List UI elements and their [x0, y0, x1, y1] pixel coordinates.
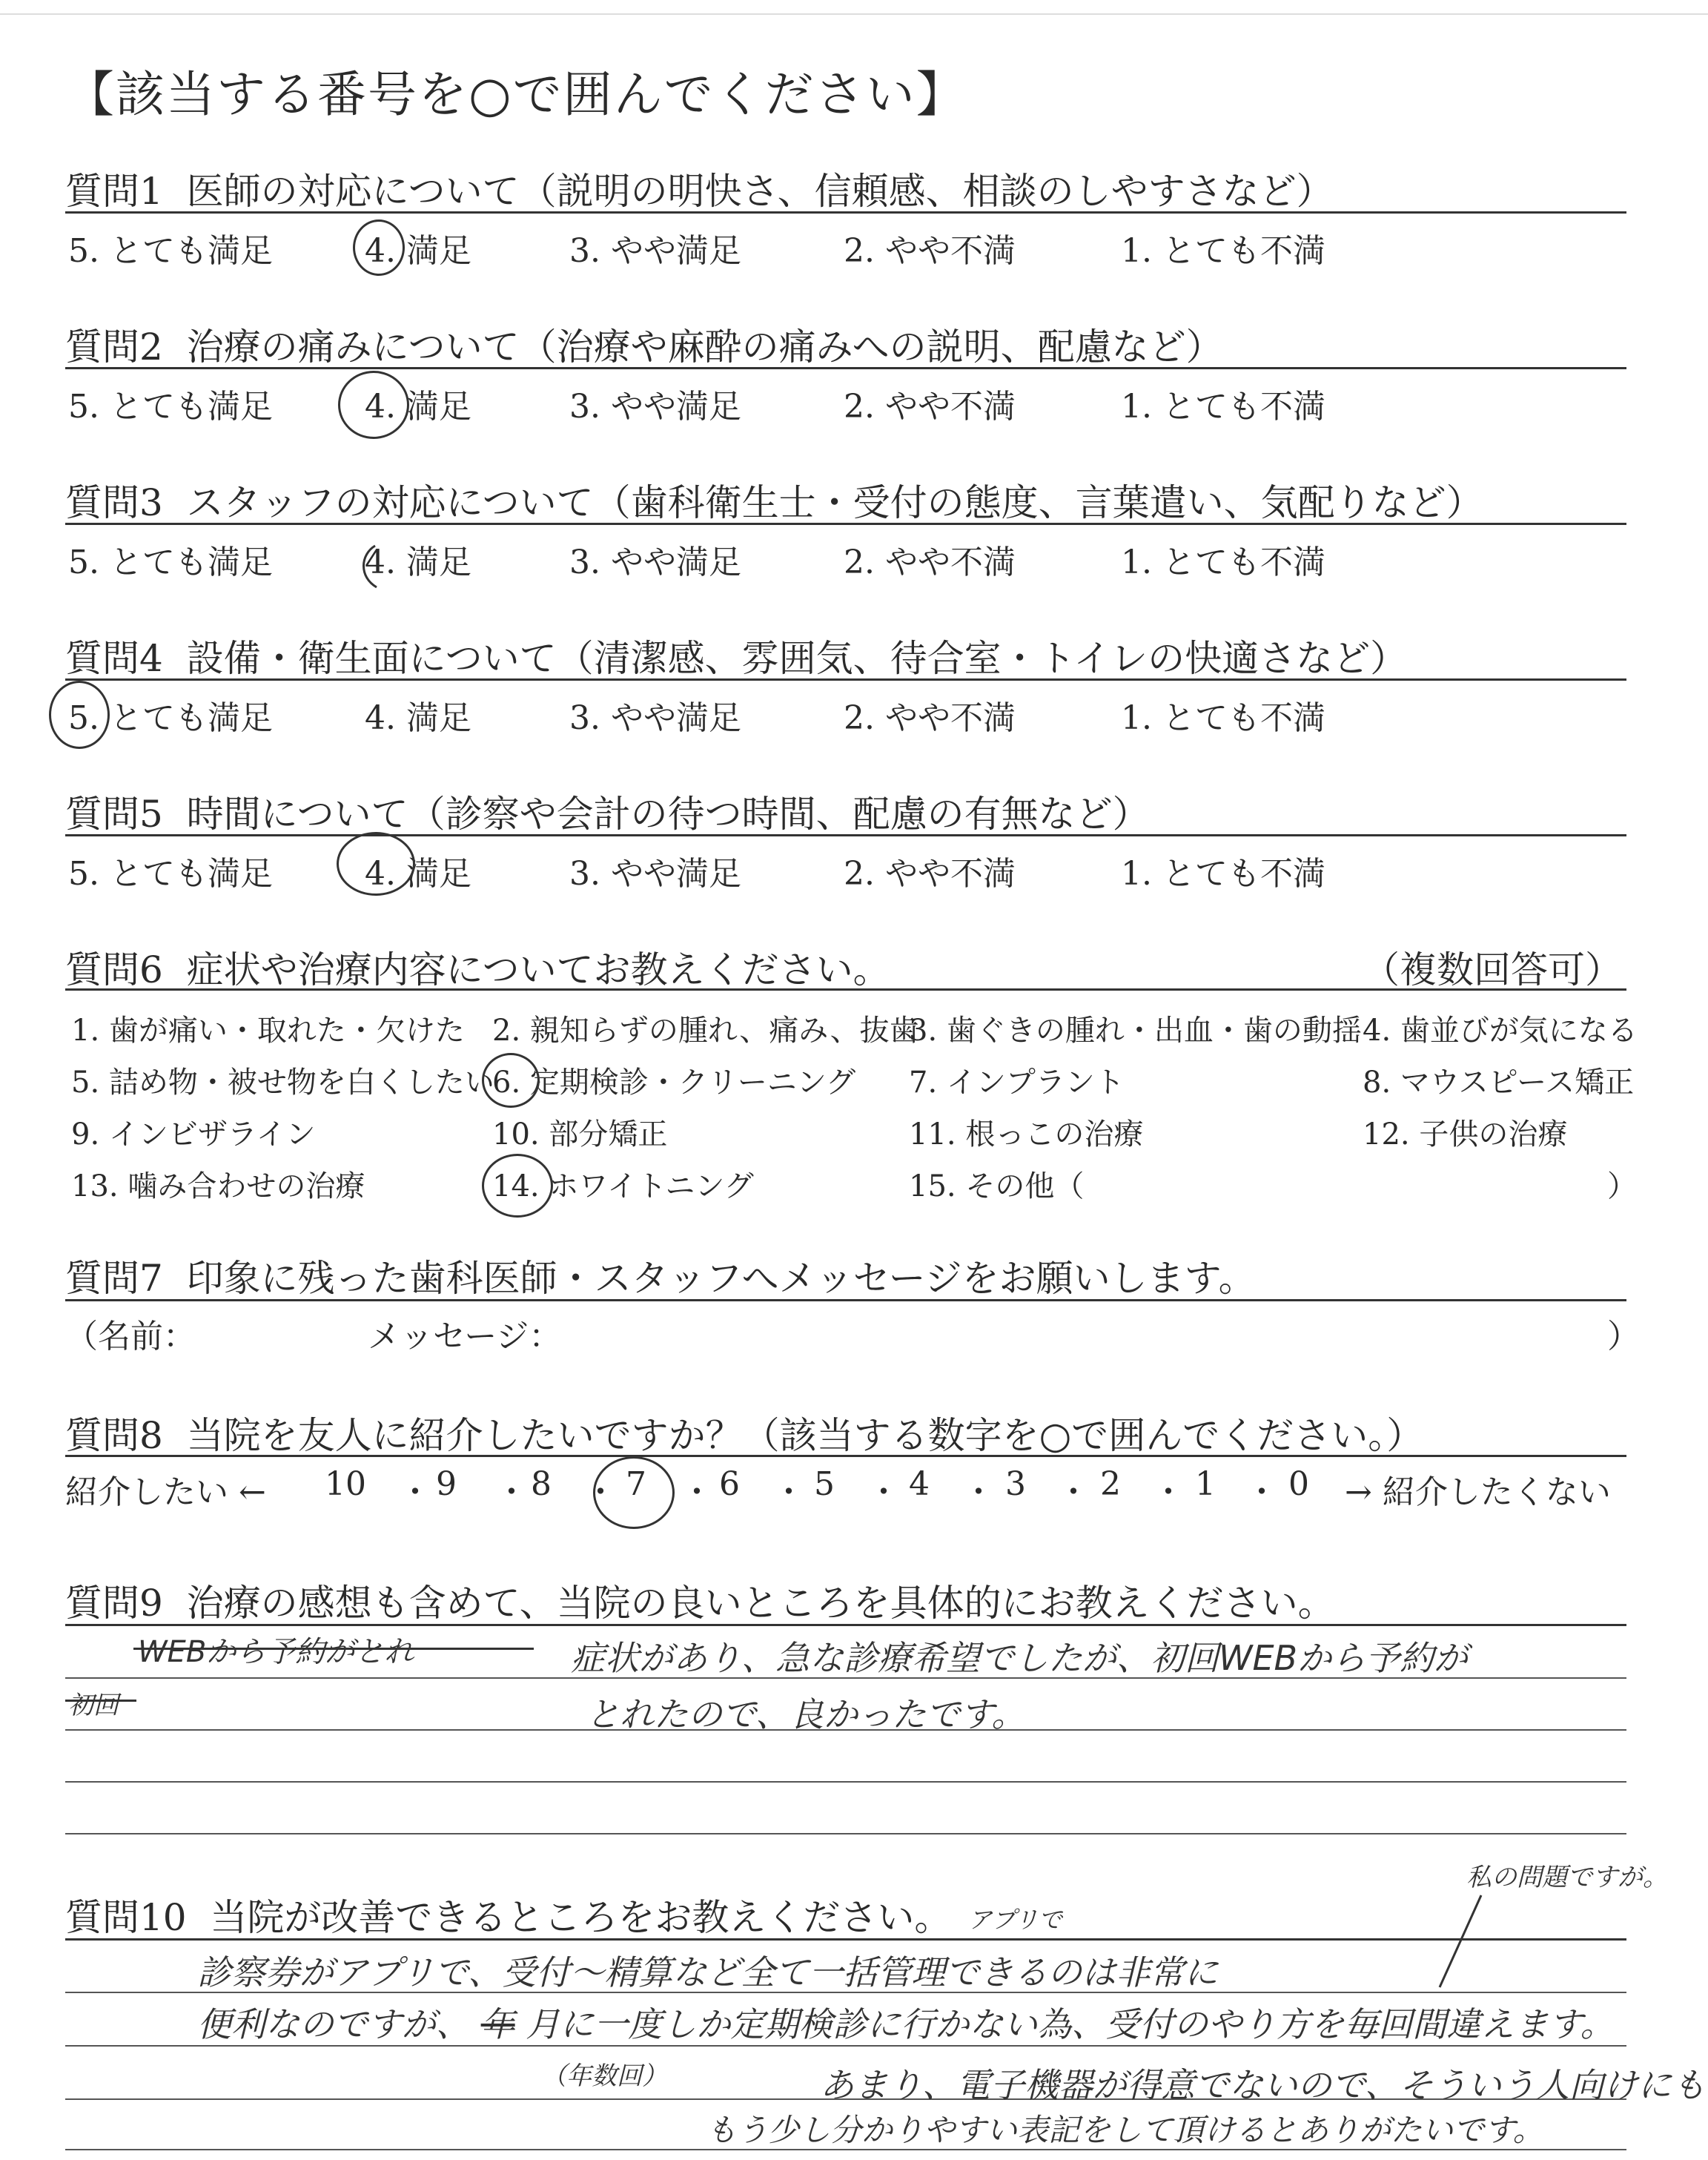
q6-option-8[interactable]: 8. マウスピース矯正 — [1363, 1066, 1635, 1100]
q5-opt2[interactable]: 2. やや不満 — [844, 855, 1016, 893]
q6-option-3[interactable]: 3. 歯ぐきの腫れ・出血・歯の動揺 — [909, 1014, 1362, 1048]
q8-left-label: 紹介したい ← — [65, 1473, 266, 1511]
q10-side-note: 私の問題ですが。 — [1466, 1863, 1668, 1892]
q8-n-6[interactable]: 6 — [719, 1465, 740, 1503]
q6-option-9[interactable]: 9. インビザライン — [71, 1117, 316, 1152]
q9-text: 治療の感想も含めて、当院の良いところを具体的にお教えください。 — [186, 1582, 1335, 1625]
q2-opt2[interactable]: 2. やや不満 — [844, 388, 1016, 426]
q8-text: 当院を友人に紹介したいですか？（該当する数字を○で囲んでください。） — [186, 1414, 1424, 1457]
q6-option-13[interactable]: 13. 噛み合わせの治療 — [71, 1169, 365, 1203]
q2-opt5[interactable]: 5. とても満足 — [68, 388, 273, 426]
q2-opt3[interactable]: 3. やや満足 — [569, 388, 741, 426]
q8-sep: ・ — [867, 1473, 900, 1511]
q10-insert-above: アプリで — [968, 1906, 1062, 1934]
q9-struck-text: WEBから予約がとれ — [138, 1635, 414, 1669]
q5-opt1[interactable]: 1. とても不満 — [1121, 855, 1325, 893]
q3-opt4[interactable]: 4. 満足 — [365, 544, 471, 581]
q7-message-label: メッセージ： — [368, 1318, 562, 1355]
q2-text: 治療の痛みについて（治療や麻酔の痛みへの説明、配慮など） — [186, 326, 1223, 369]
q1-opt4[interactable]: 4. 満足 — [365, 232, 471, 270]
q9-answer-line-2: とれたので、良かったです。 — [586, 1694, 1026, 1734]
q7-label: 質問7 — [65, 1257, 163, 1300]
q6-option-7[interactable]: 7. インプラント — [909, 1066, 1125, 1100]
q6-option-12[interactable]: 12. 子供の治療 — [1363, 1117, 1568, 1152]
q8-n-2[interactable]: 2 — [1100, 1465, 1121, 1503]
q8-n-7[interactable]: 7 — [626, 1465, 646, 1503]
q8-n-8[interactable]: 8 — [531, 1465, 552, 1503]
q1-text: 医師の対応について（説明の明快さ、信頼感、相談のしやすさなど） — [186, 170, 1334, 213]
q6-option-1[interactable]: 1. 歯が痛い・取れた・欠けた — [71, 1014, 465, 1048]
q10-label: 質問10 — [65, 1896, 187, 1939]
q6-option-14[interactable]: 14. ホワイトニング — [492, 1169, 754, 1203]
q8-sep: ・ — [1245, 1473, 1278, 1511]
q8-n-1[interactable]: 1 — [1195, 1465, 1216, 1503]
q9-answer-line-1: 症状があり、急な診療希望でしたが、初回WEBから予約が — [571, 1638, 1469, 1678]
q8-sep: ・ — [584, 1473, 617, 1511]
q7-name-label: （名前： — [65, 1318, 196, 1355]
q5-opt3[interactable]: 3. やや満足 — [569, 855, 741, 893]
q6-text: 症状や治療内容についてお教えください。 — [186, 948, 890, 991]
q6-option-15-close: ） — [1607, 1169, 1637, 1203]
q6-option-10[interactable]: 10. 部分矯正 — [492, 1117, 668, 1152]
q8-sep: ・ — [399, 1473, 431, 1511]
q3-opt5[interactable]: 5. とても満足 — [68, 544, 273, 581]
q8-sep: ・ — [1057, 1473, 1090, 1511]
q3-opt2[interactable]: 2. やや不満 — [844, 544, 1016, 581]
q4-text: 設備・衛生面について（清潔感、雰囲気、待合室・トイレの快適さなど） — [186, 637, 1408, 680]
q8-n-5[interactable]: 5 — [814, 1465, 835, 1503]
q7-close: ） — [1607, 1318, 1640, 1355]
q6-option-15[interactable]: 15. その他（ — [909, 1169, 1085, 1203]
q8-sep: ・ — [1152, 1473, 1185, 1511]
q10-answer-line-2b: 月に一度しか定期検診に行かない為、受付のやり方を毎回間違えます。 — [526, 2004, 1615, 2044]
q4-opt4[interactable]: 4. 満足 — [365, 699, 471, 737]
q8-n-4[interactable]: 4 — [909, 1465, 930, 1503]
q6-option-2[interactable]: 2. 親知らずの腫れ、痛み、抜歯 — [492, 1014, 919, 1048]
q9-label: 質問9 — [65, 1582, 163, 1625]
q7-text: 印象に残った歯科医師・スタッフへメッセージをお願いします。 — [186, 1257, 1256, 1300]
q3-text: スタッフの対応について（歯科衛生士・受付の態度、言葉遣い、気配りなど） — [186, 481, 1483, 524]
q4-opt2[interactable]: 2. やや不満 — [844, 699, 1016, 737]
q1-opt5[interactable]: 5. とても満足 — [68, 232, 273, 270]
q8-sep: ・ — [681, 1473, 713, 1511]
q10-answer-line-2a: 便利なのですが、 — [197, 2004, 470, 2044]
q10-paren-note: （年数回） — [541, 2061, 667, 2091]
q8-right-label: → 紹介したくない — [1345, 1473, 1611, 1511]
q6-option-11[interactable]: 11. 根っこの治療 — [909, 1117, 1144, 1152]
side-note-pointer — [1440, 1895, 1481, 1987]
q4-opt1[interactable]: 1. とても不満 — [1121, 699, 1325, 737]
q8-sep: ・ — [962, 1473, 995, 1511]
q6-label: 質問6 — [65, 948, 163, 991]
q4-opt5[interactable]: 5. とても満足 — [68, 699, 273, 737]
q10-text: 当院が改善できるところをお教えください。 — [210, 1896, 952, 1939]
q3-label: 質問3 — [65, 481, 163, 524]
q5-opt4[interactable]: 4. 満足 — [365, 855, 471, 893]
page-title: 【該当する番号を○で囲んでください】 — [65, 66, 967, 123]
q8-n-3[interactable]: 3 — [1005, 1465, 1026, 1503]
q10-answer-line-3: あまり、電子機器が得意でないので、そういう人向けにも — [820, 2065, 1707, 2105]
q1-label: 質問1 — [65, 170, 163, 213]
q4-opt3[interactable]: 3. やや満足 — [569, 699, 741, 737]
q8-n-0[interactable]: 0 — [1288, 1465, 1309, 1503]
q8-n-9[interactable]: 9 — [436, 1465, 457, 1503]
q8-n-10[interactable]: 10 — [325, 1465, 366, 1503]
q6-option-4[interactable]: 4. 歯並びが気になる — [1363, 1014, 1638, 1048]
q2-label: 質問2 — [65, 326, 163, 369]
q1-opt2[interactable]: 2. やや不満 — [844, 232, 1016, 270]
q3-opt1[interactable]: 1. とても不満 — [1121, 544, 1325, 581]
q1-opt1[interactable]: 1. とても不満 — [1121, 232, 1325, 270]
q8-label: 質問8 — [65, 1414, 163, 1457]
q3-answer-mark — [364, 546, 377, 587]
q5-label: 質問5 — [65, 793, 163, 836]
q2-opt4[interactable]: 4. 満足 — [365, 388, 471, 426]
q6-option-6[interactable]: 6. 定期検診・クリーニング — [492, 1066, 856, 1100]
q6-option-5[interactable]: 5. 詰め物・被せ物を白くしたい — [71, 1066, 494, 1100]
q5-text: 時間について（診察や会計の待つ時間、配慮の有無など） — [186, 793, 1150, 836]
q6-note: （複数回答可） — [1363, 948, 1622, 991]
q3-opt3[interactable]: 3. やや満足 — [569, 544, 741, 581]
q9-struck-word: 初回 — [68, 1691, 119, 1720]
q8-sep: ・ — [495, 1473, 528, 1511]
q5-opt5[interactable]: 5. とても満足 — [68, 855, 273, 893]
q10-answer-line-4: もう少し分かりやすい表記をして頂けるとありがたいです。 — [706, 2112, 1544, 2148]
q4-label: 質問4 — [65, 637, 163, 680]
q2-opt1[interactable]: 1. とても不満 — [1121, 388, 1325, 426]
q10-struck-char: 年 — [480, 2004, 515, 2044]
q10-answer-line-1: 診察券がアプリで、受付〜精算など全て一括管理できるのは非常に — [197, 1952, 1219, 1992]
q1-opt3[interactable]: 3. やや満足 — [569, 232, 741, 270]
q8-sep: ・ — [772, 1473, 805, 1511]
